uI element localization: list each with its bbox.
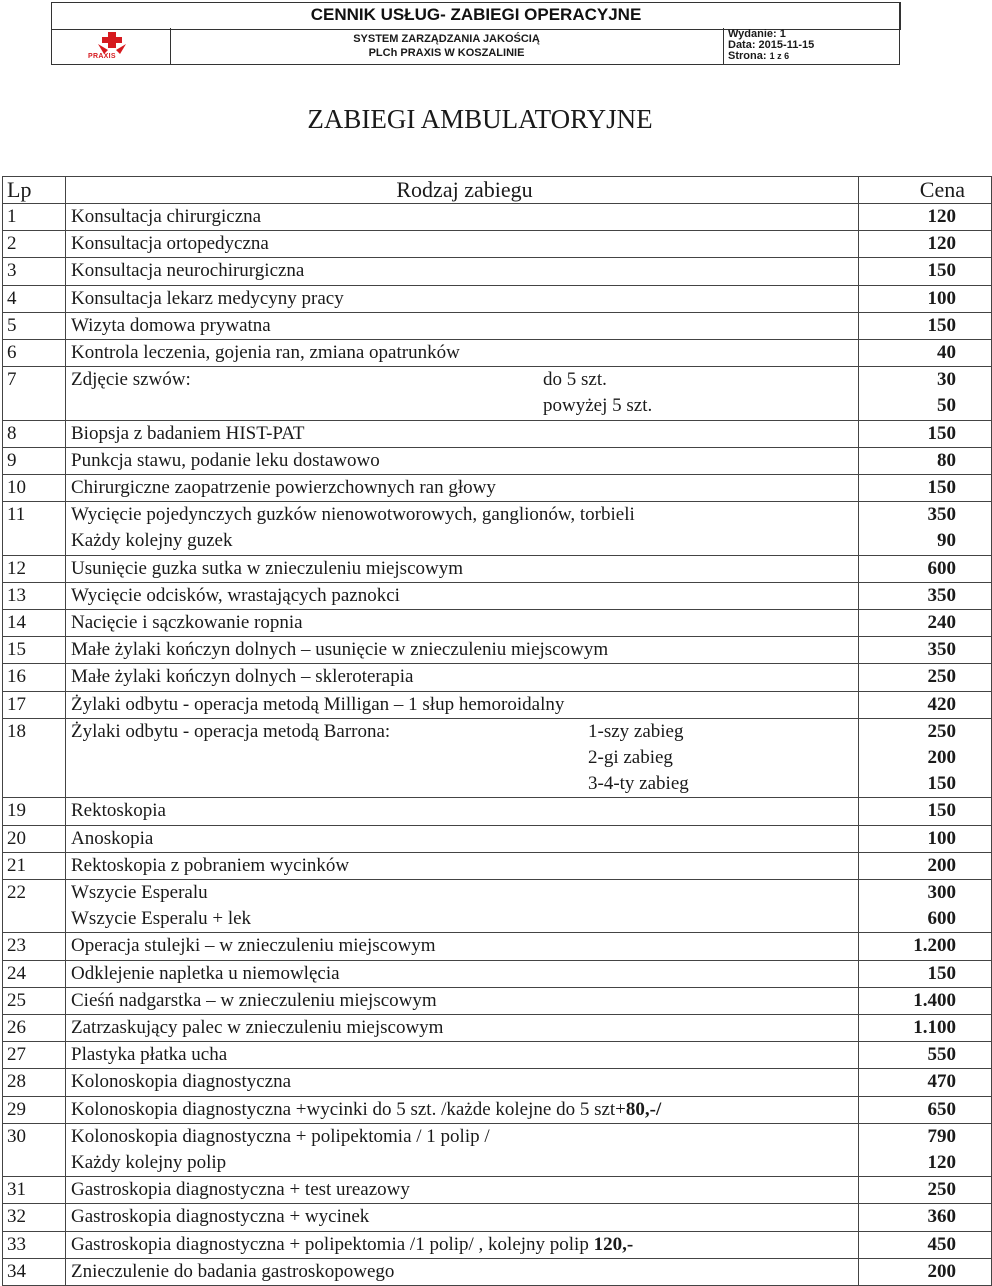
row-lp: 12 [3,555,66,582]
table-row [3,1096,992,1123]
row-price: 470 [859,1069,992,1096]
table-row [3,1231,992,1258]
row-name [66,1204,859,1231]
table-row [3,340,992,367]
table-row [3,555,992,582]
row-name-text: Chirurgiczne zaopatrzenie powierzchownych ran głowy [71,477,496,498]
row-name-text: Anoskopia [71,827,154,849]
page-label-value: 1 z 6 [769,51,790,61]
row-name-text: Punkcja stawu, podanie leku dostawowo [71,449,380,471]
row-name [66,1177,859,1204]
row-sub-price: 350 [927,504,956,526]
table-row [3,1042,992,1069]
row-name [66,609,859,636]
table-row [3,691,992,718]
row-name [66,582,859,609]
table-row [3,825,992,852]
row-name-text: Konsultacja lekarz medycyny pracy [71,287,344,309]
row-name-bold: 120,- [593,1233,634,1255]
row-lp: 21 [3,852,66,879]
row-price: 150 [859,258,992,285]
row-name-text: Gastroskopia diagnostyczna + wycinek [71,1206,370,1228]
row-name [66,718,859,798]
table-row [3,1258,992,1285]
row-name-text: Znieczulenie do badania gastroskopowego [71,1260,395,1282]
row-sub-option: 3-4-ty zabieg [588,773,689,795]
row-lp: 7 [3,367,66,420]
row-sub-price: 250 [927,720,956,742]
row-price: 250 [859,664,992,691]
row-price: 100 [859,825,992,852]
table-body [3,204,992,1286]
system-name: SYSTEM ZARZĄDZANIA JAKOŚCIĄ [353,33,540,45]
logo-cell [51,28,171,65]
row-name [66,1069,859,1096]
row-name [66,475,859,502]
row-price [859,502,992,555]
row-lp: 32 [3,1204,66,1231]
row-price: 40 [859,340,992,367]
row-lp: 6 [3,340,66,367]
row-name-text: Odklejenie napletka u niemowlęcia [71,962,340,984]
table-row [3,798,992,825]
row-lp: 24 [3,960,66,987]
table-row [3,285,992,312]
table-row [3,718,992,798]
row-name-text: Zdjęcie szwów: [71,369,191,391]
row-lp: 34 [3,1258,66,1285]
row-lp: 4 [3,285,66,312]
row-name-text: Gastroskopia diagnostyczna + test ureazowy [71,1179,410,1201]
table-row [3,582,992,609]
row-name-text: Gastroskopia diagnostyczna + polipektomia /1 polip/ , kolejny polip [71,1233,594,1255]
row-lp: 23 [3,933,66,960]
row-subline [71,745,858,771]
row-price: 240 [859,609,992,636]
row-price: 150 [859,960,992,987]
row-lp: 3 [3,258,66,285]
table-row [3,312,992,339]
row-price [859,1123,992,1176]
row-name-text: Żylaki odbytu - operacja metodą Milligan – 1 słup hemoroidalny [71,693,565,715]
row-lp: 26 [3,1014,66,1041]
table-row [3,475,992,502]
row-sub-price: 90 [937,530,956,552]
row-name-text: Rektoskopia [71,800,166,822]
table-row [3,367,992,420]
row-name-text: Cieśń nadgarstka – w znieczuleniu miejscowym [71,989,437,1011]
row-price: 150 [859,798,992,825]
row-name-text: Konsultacja neurochirurgiczna [71,260,305,282]
table-row [3,1069,992,1096]
row-price [859,718,992,798]
row-lp: 17 [3,691,66,718]
row-lp: 22 [3,879,66,932]
row-lp: 2 [3,231,66,258]
row-price: 600 [859,555,992,582]
row-subline [71,367,858,393]
price-table [2,176,992,1286]
row-sub-price: 790 [927,1125,956,1147]
row-price: 1.200 [859,933,992,960]
row-price: 550 [859,1042,992,1069]
row-price: 200 [859,852,992,879]
row-subline [71,393,858,419]
row-lp: 11 [3,502,66,555]
row-name-text: Usunięcie guzka sutka w znieczuleniu miejscowym [71,557,464,579]
row-price: 1.400 [859,987,992,1014]
logo-text: PRAXIS [88,53,116,60]
row-name [66,798,859,825]
row-name-line: Wszycie Esperalu + lek [71,908,252,930]
row-price: 100 [859,285,992,312]
row-lp: 10 [3,475,66,502]
table-row [3,987,992,1014]
row-name-text: Kontrola leczenia, gojenia ran, zmiana opatrunków [71,342,460,364]
row-name-text: Rektoskopia z pobraniem wycinków [71,854,350,876]
row-lp: 14 [3,609,66,636]
row-name-text: Zatrzaskujący palec w znieczuleniu miejscowym [71,1016,444,1038]
row-name-bold: 80,-/ [625,1098,662,1120]
row-name-line: Każdy kolejny guzek [71,530,233,552]
row-price: 420 [859,691,992,718]
row-price: 150 [859,312,992,339]
row-name [66,1258,859,1285]
row-price: 360 [859,1204,992,1231]
row-name-text: Wycięcie odcisków, wrastających paznokci [71,584,400,606]
row-sub-option: 1-szy zabieg [588,720,684,742]
table-row [3,879,992,932]
table-row [3,258,992,285]
row-price: 120 [859,231,992,258]
header-lp: Lp [3,177,66,204]
row-price [859,367,992,420]
table-row [3,204,992,231]
row-name [66,312,859,339]
page-label-text: Strona: [728,50,770,62]
row-name [66,825,859,852]
row-name-text: Żylaki odbytu - operacja metodą Barrona: [71,720,391,742]
row-price: 200 [859,1258,992,1285]
table-row [3,1123,992,1176]
row-name [66,258,859,285]
system-info [170,28,724,65]
row-name [66,502,859,555]
row-price: 450 [859,1231,992,1258]
row-lp: 15 [3,637,66,664]
document-title: CENNIK USŁUG- ZABIEGI OPERACYJNE [51,2,901,30]
row-name [66,1096,859,1123]
row-lp: 27 [3,1042,66,1069]
row-price: 1.100 [859,1014,992,1041]
row-name [66,447,859,474]
page-label [728,50,789,63]
table-row [3,1177,992,1204]
row-price: 150 [859,475,992,502]
row-name [66,960,859,987]
row-price: 350 [859,582,992,609]
row-lp: 28 [3,1069,66,1096]
row-name [66,285,859,312]
table-row [3,447,992,474]
row-lp: 18 [3,718,66,798]
row-lp: 9 [3,447,66,474]
row-sub-price: 50 [937,395,956,417]
row-price: 120 [859,204,992,231]
row-name-line: Kolonoskopia diagnostyczna + polipektomia / 1 polip / [71,1125,490,1147]
row-lp: 25 [3,987,66,1014]
row-lp: 31 [3,1177,66,1204]
table-row [3,231,992,258]
row-sub-price: 300 [927,881,956,903]
row-name-line: Wszycie Esperalu [71,881,208,903]
clinic-name: PLCh PRAXIS W KOSZALINIE [368,47,525,59]
date-label: Data: 2015-11-15 [728,39,815,51]
row-name [66,340,859,367]
row-name-text: Małe żylaki kończyn dolnych – skleroterapia [71,666,414,688]
row-name [66,420,859,447]
row-lp: 29 [3,1096,66,1123]
row-name-text: Biopsja z badaniem HIST-PAT [71,422,305,444]
row-price: 250 [859,1177,992,1204]
table-header-row [3,177,992,204]
row-price: 80 [859,447,992,474]
row-lp: 19 [3,798,66,825]
document-meta [724,2,900,65]
row-name [66,1014,859,1041]
row-price [859,879,992,932]
row-name-text: Nacięcie i sączkowanie ropnia [71,611,303,633]
row-name-text: Operacja stulejki – w znieczuleniu miejscowym [71,935,436,957]
row-name-line: Wycięcie pojedynczych guzków nienowotworowych, ganglionów, torbieli [71,504,635,526]
row-lp: 1 [3,204,66,231]
row-sub-option: 2-gi zabieg [588,746,673,768]
row-name [66,204,859,231]
row-sub-option: powyżej 5 szt. [543,395,653,417]
row-name-line: Każdy kolejny polip [71,1151,227,1173]
row-name [66,987,859,1014]
row-name [66,1231,859,1258]
table-row [3,852,992,879]
row-name [66,367,859,420]
row-name [66,691,859,718]
row-name [66,231,859,258]
row-sub-option: do 5 szt. [543,369,607,391]
row-name [66,879,859,932]
header-price: Cena [859,177,992,204]
row-name [66,852,859,879]
row-lp: 20 [3,825,66,852]
row-name-text: Wizyta domowa prywatna [71,314,271,336]
table-row [3,1014,992,1041]
row-name [66,1042,859,1069]
table-row [3,502,992,555]
table-row [3,664,992,691]
row-name [66,555,859,582]
row-price: 150 [859,420,992,447]
row-sub-price: 150 [927,773,956,795]
row-price: 650 [859,1096,992,1123]
table-row [3,609,992,636]
row-name [66,664,859,691]
row-name [66,637,859,664]
row-sub-price: 120 [927,1151,956,1173]
row-subline [71,719,858,745]
table-row [3,1204,992,1231]
row-lp: 30 [3,1123,66,1176]
row-name-text: Kolonoskopia diagnostyczna +wycinki do 5 szt. /każde kolejne do 5 szt+ [71,1098,626,1120]
row-name-text: Konsultacja chirurgiczna [71,206,262,227]
row-sub-price: 200 [927,746,956,768]
row-sub-price: 30 [937,369,956,391]
row-name [66,1123,859,1176]
document-header [51,2,901,64]
page-title: ZABIEGI AMBULATORYJNE [307,104,653,134]
row-name-text: Plastyka płatka ucha [71,1044,228,1066]
row-name-text: Konsultacja ortopedyczna [71,233,269,255]
row-price: 350 [859,637,992,664]
row-name-text: Małe żylaki kończyn dolnych – usunięcie w znieczuleniu miejscowym [71,639,609,661]
row-sub-price: 600 [927,908,956,930]
row-lp: 8 [3,420,66,447]
header-name: Rodzaj zabiegu [66,177,859,204]
edition-label: Wydanie: 1 [728,28,786,40]
row-lp: 13 [3,582,66,609]
row-name-text: Kolonoskopia diagnostyczna [71,1071,292,1093]
table-row [3,933,992,960]
row-lp: 5 [3,312,66,339]
row-lp: 33 [3,1231,66,1258]
table-row [3,637,992,664]
table-row [3,420,992,447]
table-row [3,960,992,987]
row-name [66,933,859,960]
row-lp: 16 [3,664,66,691]
row-subline [71,771,858,797]
